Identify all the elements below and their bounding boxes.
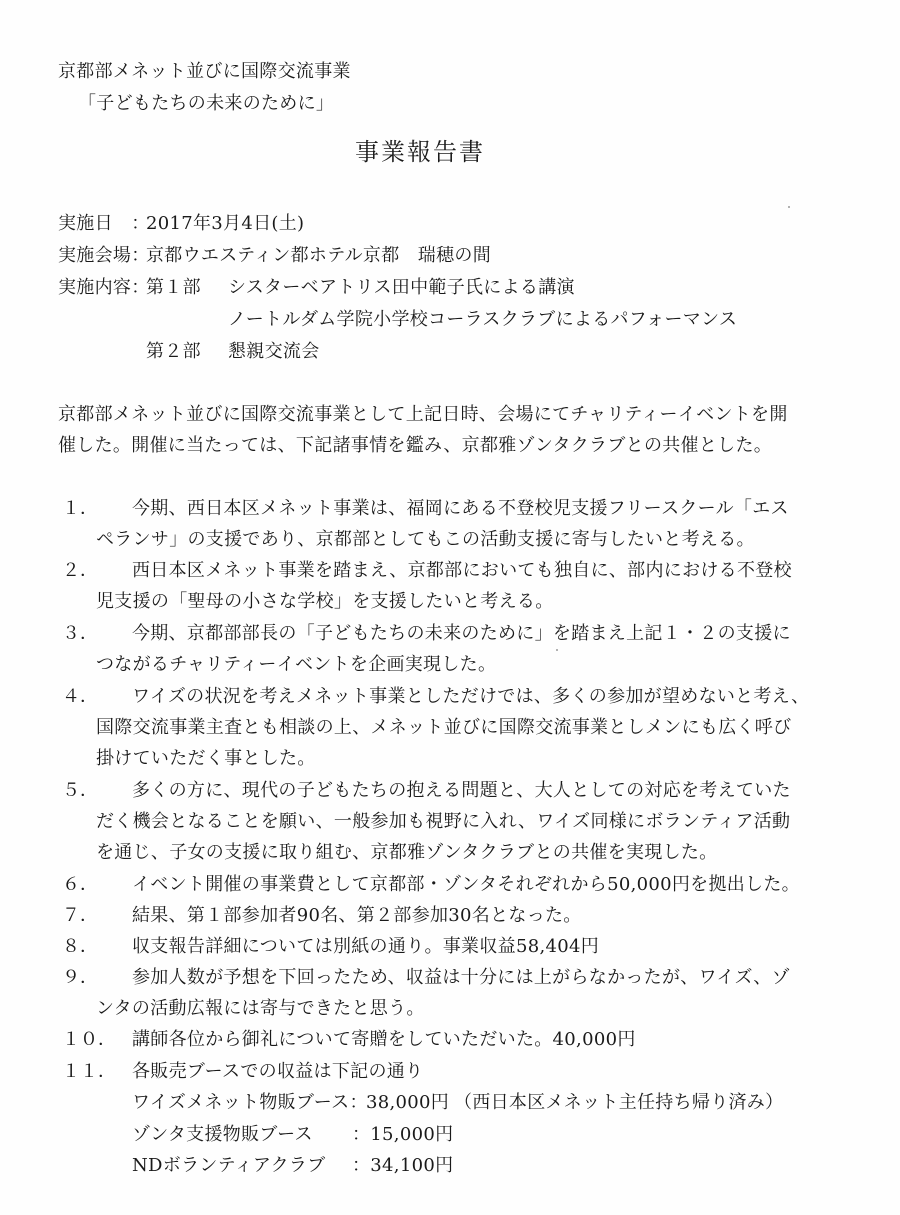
page-title: 事業報告書	[355, 138, 485, 166]
item-2-line-1: 西日本区メネット事業を踏まえ、京都部においても独自に、部内における不登校	[132, 560, 792, 581]
scan-speck	[788, 206, 790, 208]
item-7-line-1: 結果、第１部参加者90名、第２部参加30名となった。	[132, 905, 582, 926]
item-4-line-3: 掛けていただく事とした。	[96, 748, 316, 769]
item-10-number: １０．	[62, 1029, 116, 1050]
date-label: 実施日 ：	[58, 213, 150, 234]
item-3-number: ３．	[62, 623, 98, 644]
item-2-number: ２．	[62, 560, 98, 581]
venue-label: 実施会場：	[58, 245, 150, 266]
booth-3-amount: ：34,100円	[352, 1155, 454, 1176]
part1-label: 第１部	[146, 277, 201, 298]
item-3-line-1: 今期、京都部部長の「子どもたちの未来のために」を踏まえ上記１・２の支援に	[132, 623, 791, 644]
org-line: 京都部メネット並びに国際交流事業	[58, 61, 351, 82]
item-2-line-2: 児支援の「聖母の小さな学校」を支援したいと考える。	[96, 591, 554, 612]
intro-line-2: 催した。開催に当たっては、下記諸事情を鑑み、京都雅ゾンタクラブとの共催とした。	[58, 435, 773, 456]
item-11-number: １１．	[62, 1061, 116, 1082]
item-1-line-1: 今期、西日本区メネット事業は、福岡にある不登校児支援フリースクール「エス	[132, 498, 789, 519]
part1-item-lecture: シスターベアトリス田中範子氏による講演	[228, 277, 575, 298]
item-6-number: ６．	[62, 874, 98, 895]
part1-item-performance: ノートルダム学院小学校コーラスクラブによるパフォーマンス	[228, 309, 738, 330]
intro-line-1: 京都部メネット並びに国際交流事業として上記日時、会場にてチャリティーイベントを開	[58, 404, 788, 425]
item-5-line-1: 多くの方に、現代の子どもたちの抱える問題と、大人としての対応を考えていた	[132, 780, 791, 801]
subtitle: 「子どもたちの未来のために」	[78, 93, 335, 114]
item-11-line-1: 各販売ブースでの収益は下記の通り	[132, 1061, 424, 1082]
item-7-number: ７．	[62, 905, 98, 926]
part2-item: 懇親交流会	[228, 341, 320, 362]
item-3-line-2: つながるチャリティーイベントを企画実現した。	[96, 654, 497, 675]
booth-1-amount: 38,000円	[366, 1092, 450, 1113]
venue-value: 京都ウエスティン都ホテル京都 瑞穂の間	[146, 245, 491, 266]
item-9-line-2: ンタの活動広報には寄与できたと思う。	[96, 998, 425, 1019]
item-9-number: ９．	[62, 967, 98, 988]
booth-3-name: NDボランティアクラブ	[132, 1155, 326, 1176]
item-5-line-2: だく機会となることを願い、一般参加も視野に入れ、ワイズ同様にボランティア活動	[96, 811, 791, 832]
item-8-number: ８．	[62, 936, 98, 957]
date-value: 2017年3月4日(土)	[146, 213, 305, 234]
item-4-line-1: ワイズの状況を考えメネット事業としただけでは、多くの参加が望めないと考え、	[132, 686, 810, 707]
item-4-number: ４．	[62, 686, 98, 707]
item-1-line-2: ペランサ」の支援であり、京都部としてもこの活動支援に寄与したいと考える。	[96, 529, 755, 550]
content-label: 実施内容：	[58, 277, 150, 298]
item-6-line-1: イベント開催の事業費として京都部・ゾンタそれぞれから50,000円を拠出した。	[132, 874, 800, 895]
item-5-number: ５．	[62, 780, 98, 801]
item-4-line-2: 国際交流事業主査とも相談の上、メネット並びに国際交流事業としメンにも広く呼び	[96, 717, 792, 738]
part2-label: 第２部	[146, 341, 201, 362]
scan-speck	[556, 649, 558, 651]
booth-1-note: （西日本区メネット主任持ち帰り済み）	[454, 1092, 784, 1113]
item-1-number: １．	[62, 498, 98, 519]
booth-2-amount: ：15,000円	[352, 1124, 454, 1145]
booth-1-name: ワイズメネット物販ブース：	[132, 1092, 368, 1113]
item-5-line-3: を通じ、子女の支援に取り組む、京都雅ゾンタクラブとの共催を実現した。	[96, 842, 718, 863]
item-9-line-1: 参加人数が予想を下回ったため、収益は十分には上がらなかったが、ワイズ、ゾ	[132, 967, 790, 988]
booth-2-name: ゾンタ支援物販ブース	[132, 1124, 313, 1145]
item-10-line-1: 講師各位から御礼について寄贈をしていただいた。40,000円	[132, 1029, 636, 1050]
item-8-line-1: 収支報告詳細については別紙の通り。事業収益58,404円	[132, 936, 600, 957]
